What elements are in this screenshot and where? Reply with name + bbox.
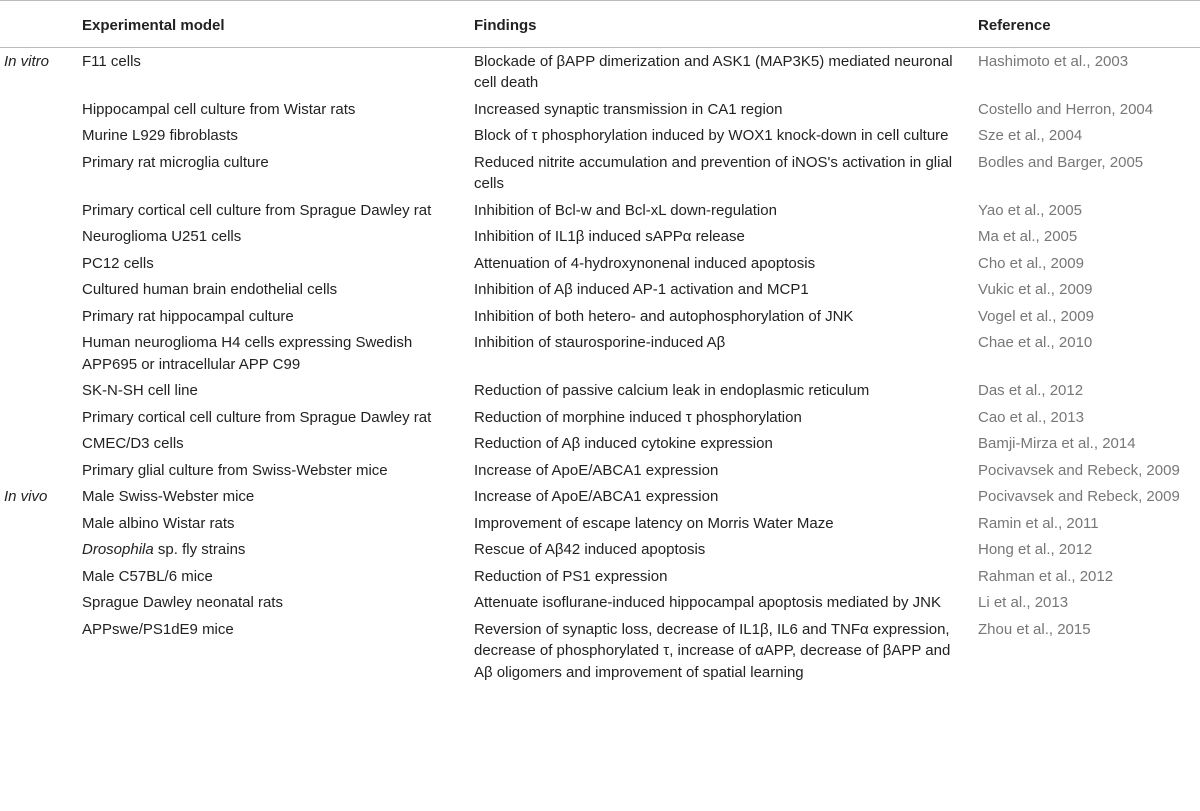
reference-cell: Hashimoto et al., 2003 — [978, 52, 1129, 70]
group-cell — [0, 250, 78, 277]
experimental-model-cell: Primary cortical cell culture from Sprague Dawley rat — [82, 408, 432, 426]
experimental-model-cell: Cultured human brain endothelial cells — [82, 281, 338, 298]
reference-cell: Bodles and Barger, 2005 — [978, 153, 1144, 171]
table-row — [0, 457, 1200, 484]
experimental-model-cell: Male Swiss-Webster mice — [82, 488, 255, 505]
findings-cell: Improvement of escape latency on Morris Water Maze — [474, 514, 834, 532]
experimental-model-cell: Primary rat hippocampal culture — [82, 307, 294, 325]
findings-cell: Inhibition of staurosporine-induced Aβ — [474, 334, 726, 351]
table-row — [0, 149, 1200, 197]
header-group — [0, 1, 78, 48]
table-row — [0, 223, 1200, 250]
reference-cell: Cho et al., 2009 — [978, 254, 1084, 272]
reference-cell: Sze et al., 2004 — [978, 127, 1083, 144]
group-cell — [0, 96, 78, 123]
findings-cell: Reduced nitrite accumulation and prevention of iNOS's activation in glial cells — [474, 153, 953, 192]
group-cell — [0, 589, 78, 616]
reference-cell: Hong et al., 2012 — [978, 541, 1093, 558]
findings-cell: Blockade of βAPP dimerization and ASK1 (MAP3K5) mediated neuronal cell death — [474, 52, 953, 91]
findings-cell: Increase of ApoE/ABCA1 expression — [474, 488, 719, 505]
reference-cell: Cao et al., 2013 — [978, 408, 1084, 426]
group-cell: In vitro — [4, 52, 50, 70]
findings-cell: Inhibition of IL1β induced sAPPα release — [474, 228, 745, 245]
table-row — [0, 536, 1200, 563]
findings-cell: Increased synaptic transmission in CA1 region — [474, 100, 783, 118]
reference-cell: Costello and Herron, 2004 — [978, 100, 1154, 118]
table-row — [0, 377, 1200, 404]
experimental-model-cell: Hippocampal cell culture from Wistar rats — [82, 100, 356, 118]
findings-cell: Attenuation of 4-hydroxynonenal induced apoptosis — [474, 254, 816, 272]
header-experimental-model: Experimental model — [82, 17, 225, 34]
findings-cell: Inhibition of both hetero- and autophosphorylation of JNK — [474, 307, 854, 325]
group-cell — [0, 149, 78, 197]
findings-cell: Rescue of Aβ42 induced apoptosis — [474, 541, 706, 558]
table-row — [0, 589, 1200, 616]
experimental-model-cell: Primary glial culture from Swiss-Webster mice — [82, 461, 388, 479]
experimental-model-cell: APPswe/PS1dE9 mice — [82, 620, 234, 638]
group-cell — [0, 404, 78, 431]
reference-cell: Das et al., 2012 — [978, 382, 1084, 399]
experimental-model-cell: Male C57BL/6 mice — [82, 567, 213, 585]
table-row — [0, 96, 1200, 123]
findings-cell: Reduction of PS1 expression — [474, 567, 668, 585]
reference-cell: Bamji-Mirza et al., 2014 — [978, 435, 1136, 452]
table-row — [0, 122, 1200, 149]
table-row — [0, 47, 1200, 96]
reference-cell: Zhou et al., 2015 — [978, 620, 1091, 638]
reference-cell: Pocivavsek and Rebeck, 2009 — [978, 488, 1180, 505]
findings-cell: Increase of ApoE/ABCA1 expression — [474, 461, 719, 479]
group-cell: In vivo — [4, 488, 48, 505]
findings-cell: Attenuate isoflurane-induced hippocampal apoptosis mediated by JNK — [474, 594, 941, 611]
group-cell — [0, 616, 78, 686]
table-row — [0, 276, 1200, 303]
experimental-model-cell: Murine L929 fibroblasts — [82, 127, 238, 144]
group-cell — [0, 122, 78, 149]
experimental-model-cell: CMEC/D3 cells — [82, 435, 184, 452]
table-row — [0, 250, 1200, 277]
genus-name: Drosophila — [82, 541, 154, 558]
table-row — [0, 197, 1200, 224]
experimental-model-cell: Human neuroglioma H4 cells expressing Swedish APP695 or intracellular APP C99 — [82, 334, 413, 373]
experimental-model-cell: Primary cortical cell culture from Sprague Dawley rat — [82, 201, 432, 219]
header-findings: Findings — [474, 17, 537, 34]
experimental-model-cell: Male albino Wistar rats — [82, 514, 235, 532]
table-row — [0, 404, 1200, 431]
experimental-model-cell: Neuroglioma U251 cells — [82, 228, 242, 245]
reference-cell: Chae et al., 2010 — [978, 334, 1093, 351]
group-cell — [0, 276, 78, 303]
table-body — [0, 47, 1200, 685]
reference-cell: Ma et al., 2005 — [978, 228, 1078, 245]
findings-cell: Inhibition of Bcl-w and Bcl-xL down-regulation — [474, 201, 777, 219]
reference-cell: Vogel et al., 2009 — [978, 307, 1094, 325]
group-cell — [0, 457, 78, 484]
reference-cell: Pocivavsek and Rebeck, 2009 — [978, 461, 1180, 479]
findings-cell: Reduction of Aβ induced cytokine expression — [474, 435, 773, 452]
experimental-model-cell: Sprague Dawley neonatal rats — [82, 594, 283, 611]
experimental-model-cell: F11 cells — [82, 52, 141, 70]
table-row — [0, 430, 1200, 457]
experimental-model-cell: PC12 cells — [82, 254, 154, 272]
table-row — [0, 510, 1200, 537]
group-cell — [0, 303, 78, 330]
experimental-model-cell: Primary rat microglia culture — [82, 153, 269, 171]
reference-cell: Vukic et al., 2009 — [978, 281, 1093, 298]
reference-cell: Li et al., 2013 — [978, 594, 1069, 611]
table-row — [0, 616, 1200, 686]
group-cell — [0, 329, 78, 377]
header-reference: Reference — [978, 17, 1051, 34]
findings-cell: Reduction of passive calcium leak in endoplasmic reticulum — [474, 382, 870, 399]
group-cell — [0, 536, 78, 563]
group-cell — [0, 223, 78, 250]
experimental-model-cell: SK-N-SH cell line — [82, 382, 198, 399]
findings-cell: Reversion of synaptic loss, decrease of IL1β, IL6 and TNFα expression, decrease of phosphorylated τ, increase of αAPP, decrease of βAPP and Aβ oligomers and improvement of spatial learning — [474, 620, 951, 681]
table-row — [0, 563, 1200, 590]
findings-cell: Block of τ phosphorylation induced by WOX1 knock-down in cell culture — [474, 127, 949, 144]
findings-cell: Inhibition of Aβ induced AP-1 activation and MCP1 — [474, 281, 809, 298]
table-row — [0, 483, 1200, 510]
group-cell — [0, 563, 78, 590]
experimental-model-cell: Drosophila sp. fly strains — [82, 541, 246, 558]
group-cell — [0, 197, 78, 224]
group-cell — [0, 430, 78, 457]
table-row — [0, 303, 1200, 330]
reference-cell: Ramin et al., 2011 — [978, 514, 1099, 532]
reference-cell: Rahman et al., 2012 — [978, 567, 1114, 585]
group-cell — [0, 377, 78, 404]
reference-cell: Yao et al., 2005 — [978, 201, 1082, 219]
group-cell — [0, 510, 78, 537]
table-row — [0, 329, 1200, 377]
findings-cell: Reduction of morphine induced τ phosphorylation — [474, 408, 802, 426]
header-row — [0, 1, 1200, 48]
